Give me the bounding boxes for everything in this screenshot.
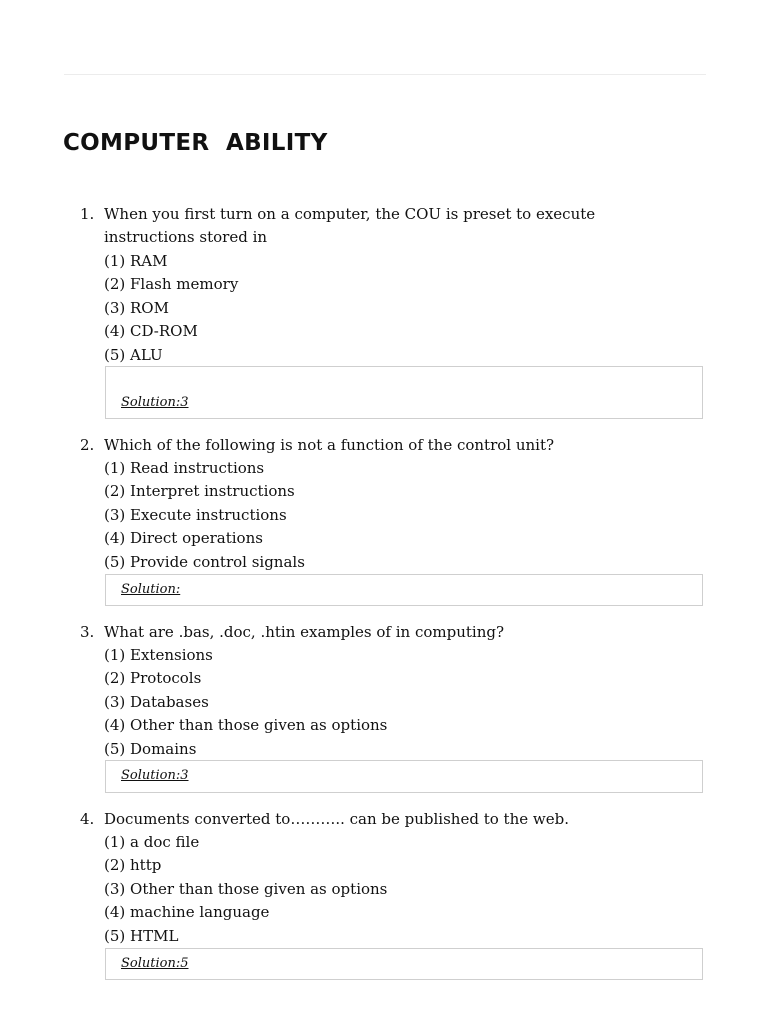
solution-box [105, 366, 703, 419]
question-text: Which of the following is not a function of the control unit? [104, 436, 555, 454]
solution-box [105, 948, 703, 980]
options-list [104, 457, 305, 574]
options-list [104, 250, 238, 367]
option-item: (4) Other than those given as options [104, 716, 388, 735]
option-item: (5) Provide control signals [104, 552, 305, 571]
option-item: (5) Domains [104, 739, 197, 758]
option-item: (1) Extensions [104, 646, 213, 664]
solution-box [105, 574, 703, 606]
page-title: COMPUTER ABILITY [63, 130, 328, 156]
question-text: What are .bas, .doc, .htin examples of in computing? [104, 623, 505, 641]
option-item: (4) CD-ROM [104, 322, 198, 341]
options-list [104, 644, 387, 761]
option-item: (1) a doc file [104, 833, 200, 851]
option-item: (2) http [104, 856, 162, 875]
option-item: (1) Read instructions [104, 459, 265, 477]
top-divider [64, 74, 706, 75]
solution-box [105, 760, 703, 793]
option-item: (5) ALU [104, 345, 163, 364]
option-item: (3) Other than those given as options [104, 879, 388, 898]
question-number: 2. [80, 436, 95, 454]
option-item: (2) Protocols [104, 669, 202, 688]
options-list [104, 831, 387, 948]
option-item: (5) HTML [104, 926, 179, 945]
question-number: 4. [80, 810, 95, 828]
option-item: (3) ROM [104, 298, 169, 317]
solution-label: Solution:3 [121, 768, 189, 783]
option-item: (4) machine language [104, 903, 270, 922]
question-number: 1. [80, 205, 95, 223]
question-text: Documents converted to……….. can be published to the web. [104, 810, 569, 828]
option-item: (1) RAM [104, 252, 168, 270]
solution-label: Solution: [121, 582, 181, 597]
option-item: (3) Execute instructions [104, 505, 287, 524]
question-number: 3. [80, 623, 95, 641]
solution-label: Solution:5 [121, 956, 189, 971]
solution-label: Solution:3 [121, 395, 189, 410]
option-item: (3) Databases [104, 692, 209, 711]
option-item: (2) Interpret instructions [104, 482, 295, 501]
option-item: (2) Flash memory [104, 275, 239, 294]
option-item: (4) Direct operations [104, 529, 263, 548]
question-text: When you first turn on a computer, the COU is preset to execute instructions stored in [104, 205, 596, 247]
